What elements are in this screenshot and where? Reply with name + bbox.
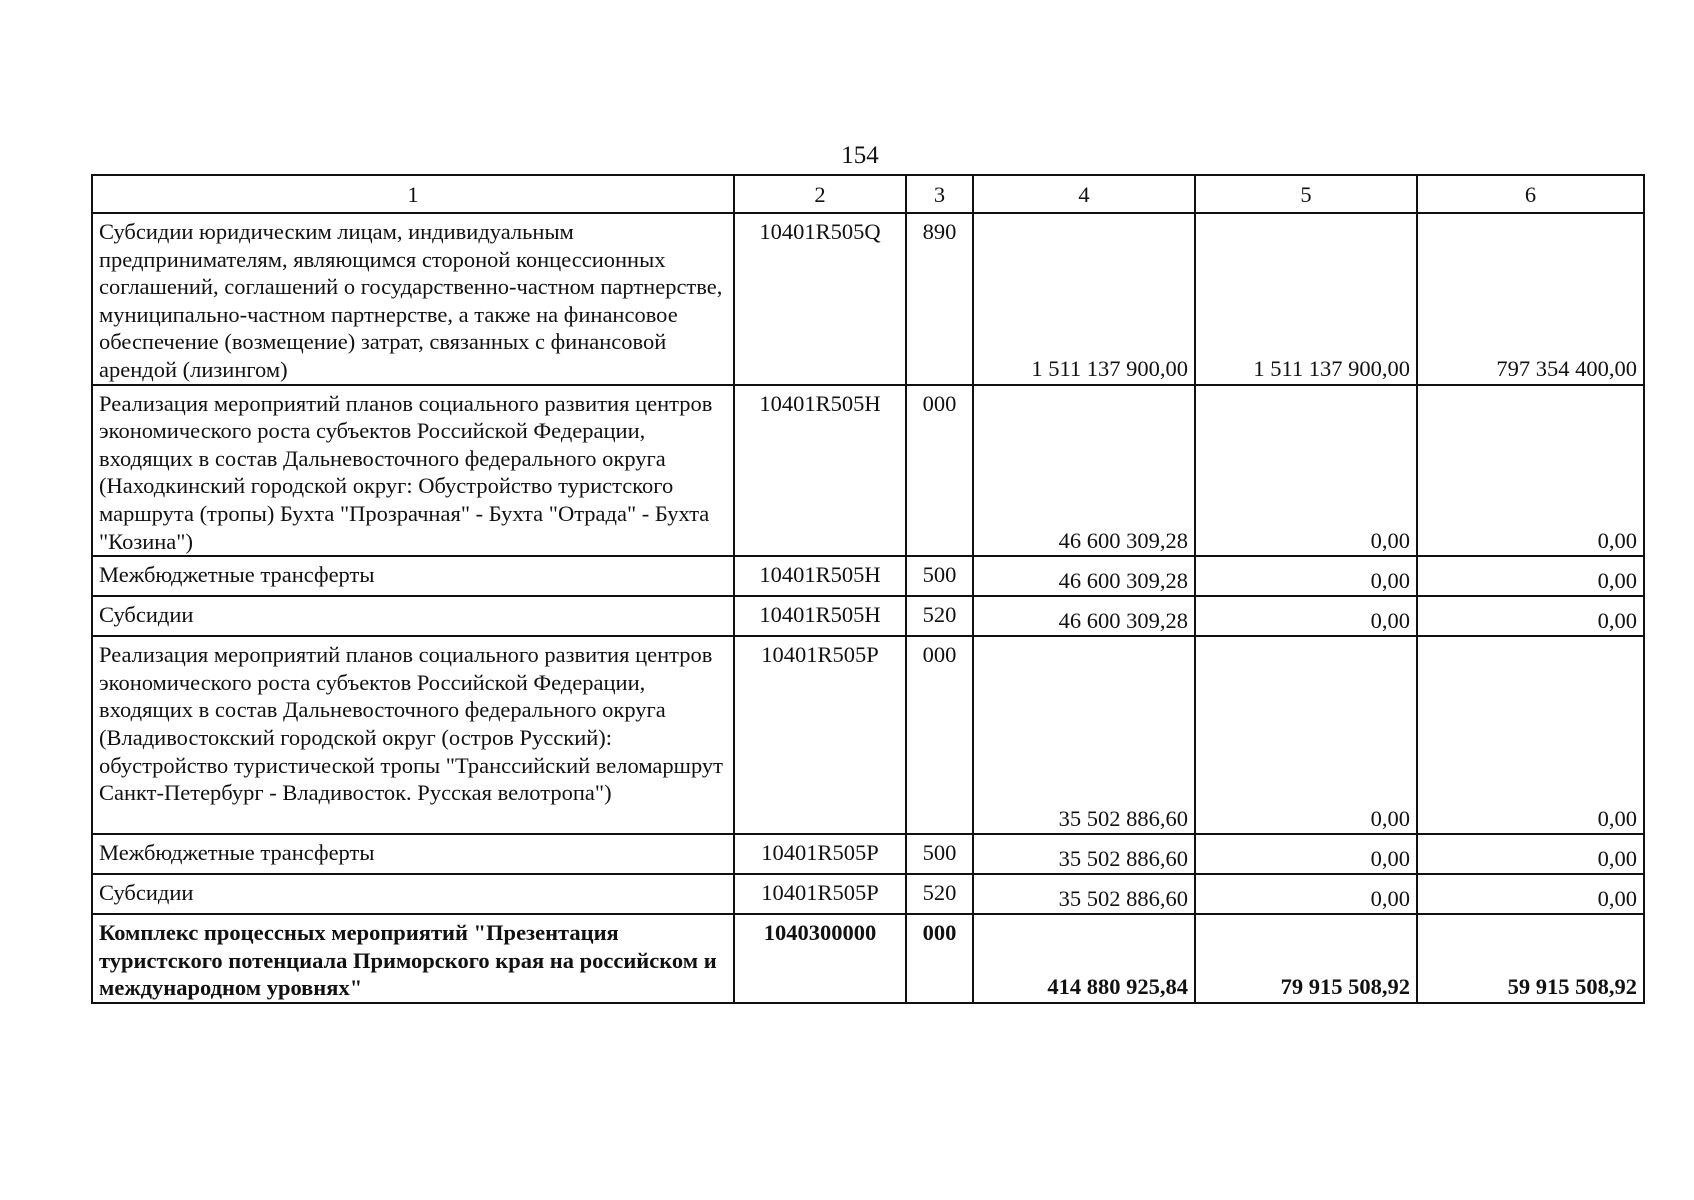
row-value-6: 0,00: [1417, 556, 1644, 596]
table-row: [92, 636, 1644, 834]
header-row: [92, 175, 1644, 213]
header-cell: 2: [734, 175, 906, 213]
table-row: [92, 596, 1644, 636]
row-value-4: 35 502 886,60: [973, 636, 1195, 834]
row-value-6: 0,00: [1417, 874, 1644, 914]
row-value-4: 35 502 886,60: [973, 874, 1195, 914]
row-code: 10401R505P: [734, 834, 906, 874]
table-row: [92, 914, 1644, 1003]
row-value-5: 0,00: [1195, 556, 1417, 596]
row-name: Межбюджетные трансферты: [92, 834, 734, 874]
row-value-5: 0,00: [1195, 385, 1417, 557]
page-number: 154: [841, 142, 879, 169]
row-kind: 500: [906, 834, 973, 874]
row-code: 10401R505Q: [734, 213, 906, 385]
row-name: Субсидии юридическим лицам, индивидуальным предпринимателям, являющимся стороной концессионных соглашений, соглашений о государственно-частном партнерстве, муниципально-частном партнерстве, а также на финансовое обеспечение (возмещение) затрат, связанных с финансовой арендой (лизингом): [92, 213, 734, 385]
row-value-6: 797 354 400,00: [1417, 213, 1644, 385]
table-row: [92, 385, 1644, 557]
row-code: 1040300000: [734, 914, 906, 1003]
header-cell: 3: [906, 175, 973, 213]
row-code: 10401R505H: [734, 385, 906, 557]
row-value-6: 0,00: [1417, 636, 1644, 834]
row-value-4: 46 600 309,28: [973, 385, 1195, 557]
row-code: 10401R505H: [734, 596, 906, 636]
row-value-4: 414 880 925,84: [973, 914, 1195, 1003]
row-kind: 000: [906, 636, 973, 834]
table-row: [92, 874, 1644, 914]
row-code: 10401R505P: [734, 874, 906, 914]
row-kind: 500: [906, 556, 973, 596]
row-value-6: 59 915 508,92: [1417, 914, 1644, 1003]
row-name: Комплекс процессных мероприятий "Презентация туристского потенциала Приморского края на российском и международном уровнях": [92, 914, 734, 1003]
row-kind: 520: [906, 596, 973, 636]
row-code: 10401R505H: [734, 556, 906, 596]
row-name: Межбюджетные трансферты: [92, 556, 734, 596]
row-value-5: 0,00: [1195, 834, 1417, 874]
row-kind: 000: [906, 385, 973, 557]
row-value-5: 1 511 137 900,00: [1195, 213, 1417, 385]
table-row: [92, 213, 1644, 385]
row-value-6: 0,00: [1417, 834, 1644, 874]
row-kind: 520: [906, 874, 973, 914]
table-row: [92, 834, 1644, 874]
row-value-5: 79 915 508,92: [1195, 914, 1417, 1003]
header-cell: 5: [1195, 175, 1417, 213]
row-name: Субсидии: [92, 874, 734, 914]
table-row: [92, 556, 1644, 596]
row-kind: 000: [906, 914, 973, 1003]
row-value-6: 0,00: [1417, 596, 1644, 636]
row-value-4: 46 600 309,28: [973, 556, 1195, 596]
row-kind: 890: [906, 213, 973, 385]
row-name: Реализация мероприятий планов социального развития центров экономического роста субъектов Российской Федерации, входящих в состав Дальневосточного федерального округа (Владивостокский городской округ (остров Русский): обустройство туристической тропы "Транссийский веломаршрут Санкт-Петербург - Владивосток. Русская велотропа"): [92, 636, 734, 834]
row-value-5: 0,00: [1195, 596, 1417, 636]
row-value-4: 35 502 886,60: [973, 834, 1195, 874]
header-cell: 6: [1417, 175, 1644, 213]
row-name: Реализация мероприятий планов социального развития центров экономического роста субъектов Российской Федерации, входящих в состав Дальневосточного федерального округа (Находкинский городской округ: Обустройство туристского маршрута (тропы) Бухта "Прозрачная" - Бухта "Отрада" - Бухта "Козина"): [92, 385, 734, 557]
header-cell: 1: [92, 175, 734, 213]
row-value-5: 0,00: [1195, 874, 1417, 914]
budget-table: [91, 174, 1645, 1004]
header-cell: 4: [973, 175, 1195, 213]
row-code: 10401R505P: [734, 636, 906, 834]
row-value-4: 46 600 309,28: [973, 596, 1195, 636]
row-name: Субсидии: [92, 596, 734, 636]
row-value-4: 1 511 137 900,00: [973, 213, 1195, 385]
row-value-6: 0,00: [1417, 385, 1644, 557]
row-value-5: 0,00: [1195, 636, 1417, 834]
